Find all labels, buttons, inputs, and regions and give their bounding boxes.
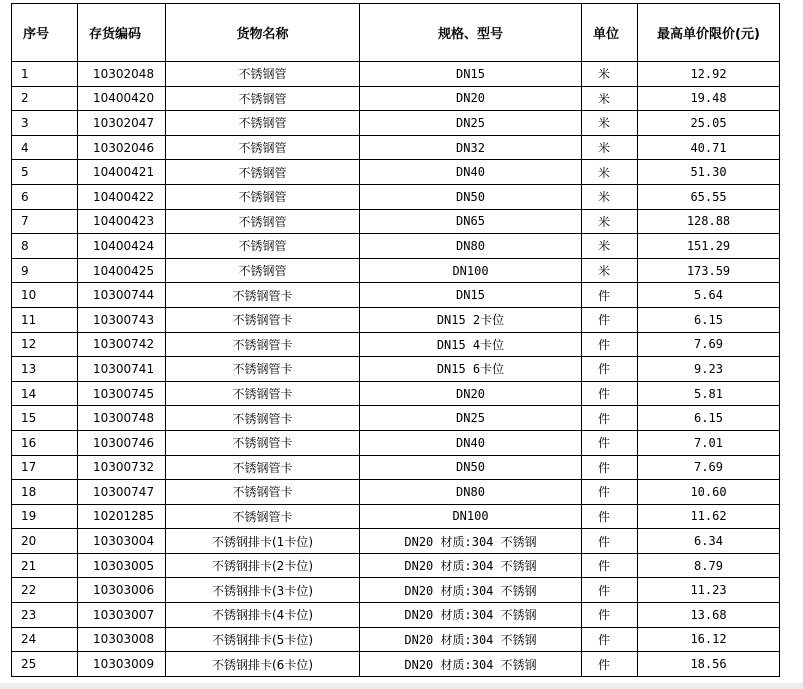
cell-name: 不锈钢管 bbox=[166, 135, 360, 160]
cell-unit: 件 bbox=[582, 381, 638, 406]
cell-spec: DN50 bbox=[360, 455, 582, 480]
cell-seq: 21 bbox=[12, 553, 78, 578]
header-unit: 单位 bbox=[582, 4, 638, 62]
cell-price: 7.69 bbox=[638, 332, 780, 357]
table-row bbox=[12, 381, 780, 406]
cell-unit: 米 bbox=[582, 160, 638, 185]
cell-spec: DN20 材质:304 不锈钢 bbox=[360, 627, 582, 652]
table-row bbox=[12, 283, 780, 308]
cell-unit: 件 bbox=[582, 553, 638, 578]
bottom-scroll-strip bbox=[0, 683, 803, 689]
cell-code: 10300743 bbox=[78, 307, 166, 332]
table-row bbox=[12, 406, 780, 431]
cell-seq: 24 bbox=[12, 627, 78, 652]
cell-unit: 米 bbox=[582, 135, 638, 160]
cell-name: 不锈钢管卡 bbox=[166, 332, 360, 357]
cell-seq: 6 bbox=[12, 184, 78, 209]
cell-seq: 25 bbox=[12, 652, 78, 677]
table-row bbox=[12, 480, 780, 505]
cell-unit: 件 bbox=[582, 603, 638, 628]
cell-seq: 11 bbox=[12, 307, 78, 332]
cell-spec: DN15 6卡位 bbox=[360, 357, 582, 382]
cell-seq: 23 bbox=[12, 603, 78, 628]
cell-code: 10302046 bbox=[78, 135, 166, 160]
cell-seq: 18 bbox=[12, 480, 78, 505]
cell-spec: DN20 材质:304 不锈钢 bbox=[360, 553, 582, 578]
cell-code: 10300748 bbox=[78, 406, 166, 431]
table-row bbox=[12, 135, 780, 160]
cell-code: 10300746 bbox=[78, 430, 166, 455]
cell-unit: 件 bbox=[582, 578, 638, 603]
header-seq: 序号 bbox=[12, 4, 78, 62]
table-row bbox=[12, 307, 780, 332]
cell-spec: DN100 bbox=[360, 258, 582, 283]
cell-name: 不锈钢管卡 bbox=[166, 307, 360, 332]
cell-spec: DN50 bbox=[360, 184, 582, 209]
cell-seq: 8 bbox=[12, 234, 78, 259]
cell-code: 10303004 bbox=[78, 529, 166, 554]
table-row bbox=[12, 160, 780, 185]
cell-code: 10400422 bbox=[78, 184, 166, 209]
cell-name: 不锈钢管 bbox=[166, 62, 360, 87]
cell-code: 10303005 bbox=[78, 553, 166, 578]
cell-name: 不锈钢排卡(4卡位) bbox=[166, 603, 360, 628]
cell-unit: 件 bbox=[582, 283, 638, 308]
cell-name: 不锈钢管卡 bbox=[166, 430, 360, 455]
cell-seq: 13 bbox=[12, 357, 78, 382]
cell-spec: DN65 bbox=[360, 209, 582, 234]
cell-name: 不锈钢管 bbox=[166, 111, 360, 136]
cell-unit: 件 bbox=[582, 480, 638, 505]
cell-name: 不锈钢管卡 bbox=[166, 504, 360, 529]
cell-code: 10303007 bbox=[78, 603, 166, 628]
cell-spec: DN20 材质:304 不锈钢 bbox=[360, 652, 582, 677]
cell-unit: 件 bbox=[582, 504, 638, 529]
cell-seq: 17 bbox=[12, 455, 78, 480]
cell-name: 不锈钢管 bbox=[166, 160, 360, 185]
cell-unit: 件 bbox=[582, 627, 638, 652]
header-name: 货物名称 bbox=[166, 4, 360, 62]
cell-seq: 15 bbox=[12, 406, 78, 431]
table-row bbox=[12, 111, 780, 136]
cell-name: 不锈钢管 bbox=[166, 184, 360, 209]
cell-seq: 1 bbox=[12, 62, 78, 87]
cell-price: 5.81 bbox=[638, 381, 780, 406]
cell-unit: 件 bbox=[582, 332, 638, 357]
cell-seq: 12 bbox=[12, 332, 78, 357]
cell-spec: DN25 bbox=[360, 406, 582, 431]
cell-price: 7.01 bbox=[638, 430, 780, 455]
cell-name: 不锈钢排卡(5卡位) bbox=[166, 627, 360, 652]
cell-spec: DN40 bbox=[360, 430, 582, 455]
cell-seq: 5 bbox=[12, 160, 78, 185]
cell-name: 不锈钢管卡 bbox=[166, 283, 360, 308]
cell-unit: 件 bbox=[582, 430, 638, 455]
table-header-row bbox=[12, 4, 780, 62]
cell-unit: 米 bbox=[582, 209, 638, 234]
cell-price: 13.68 bbox=[638, 603, 780, 628]
cell-price: 12.92 bbox=[638, 62, 780, 87]
table-row bbox=[12, 504, 780, 529]
cell-name: 不锈钢排卡(1卡位) bbox=[166, 529, 360, 554]
cell-price: 51.30 bbox=[638, 160, 780, 185]
cell-seq: 9 bbox=[12, 258, 78, 283]
cell-name: 不锈钢排卡(6卡位) bbox=[166, 652, 360, 677]
cell-unit: 件 bbox=[582, 529, 638, 554]
cell-code: 10300745 bbox=[78, 381, 166, 406]
table-row bbox=[12, 258, 780, 283]
cell-spec: DN40 bbox=[360, 160, 582, 185]
cell-price: 5.64 bbox=[638, 283, 780, 308]
cell-price: 8.79 bbox=[638, 553, 780, 578]
cell-price: 25.05 bbox=[638, 111, 780, 136]
cell-code: 10300742 bbox=[78, 332, 166, 357]
cell-code: 10303006 bbox=[78, 578, 166, 603]
table-row bbox=[12, 603, 780, 628]
cell-spec: DN80 bbox=[360, 234, 582, 259]
cell-seq: 7 bbox=[12, 209, 78, 234]
cell-price: 10.60 bbox=[638, 480, 780, 505]
cell-code: 10400425 bbox=[78, 258, 166, 283]
table-row bbox=[12, 209, 780, 234]
cell-spec: DN80 bbox=[360, 480, 582, 505]
cell-code: 10302048 bbox=[78, 62, 166, 87]
cell-name: 不锈钢管 bbox=[166, 234, 360, 259]
cell-code: 10201285 bbox=[78, 504, 166, 529]
cell-name: 不锈钢管卡 bbox=[166, 357, 360, 382]
cell-spec: DN20 bbox=[360, 86, 582, 111]
cell-name: 不锈钢排卡(3卡位) bbox=[166, 578, 360, 603]
table-row bbox=[12, 578, 780, 603]
cell-seq: 14 bbox=[12, 381, 78, 406]
cell-unit: 件 bbox=[582, 406, 638, 431]
cell-price: 11.23 bbox=[638, 578, 780, 603]
cell-unit: 米 bbox=[582, 111, 638, 136]
cell-price: 151.29 bbox=[638, 234, 780, 259]
cell-unit: 米 bbox=[582, 184, 638, 209]
cell-price: 6.15 bbox=[638, 307, 780, 332]
cell-price: 65.55 bbox=[638, 184, 780, 209]
cell-price: 18.56 bbox=[638, 652, 780, 677]
cell-price: 173.59 bbox=[638, 258, 780, 283]
cell-name: 不锈钢管卡 bbox=[166, 480, 360, 505]
cell-name: 不锈钢管 bbox=[166, 258, 360, 283]
header-price: 最高单价限价(元) bbox=[638, 4, 780, 62]
cell-seq: 4 bbox=[12, 135, 78, 160]
cell-code: 10300744 bbox=[78, 283, 166, 308]
table-row bbox=[12, 357, 780, 382]
cell-unit: 米 bbox=[582, 86, 638, 111]
cell-code: 10400423 bbox=[78, 209, 166, 234]
cell-price: 128.88 bbox=[638, 209, 780, 234]
cell-name: 不锈钢管卡 bbox=[166, 406, 360, 431]
cell-unit: 米 bbox=[582, 234, 638, 259]
cell-seq: 2 bbox=[12, 86, 78, 111]
cell-seq: 19 bbox=[12, 504, 78, 529]
cell-seq: 10 bbox=[12, 283, 78, 308]
table-row bbox=[12, 86, 780, 111]
table-row bbox=[12, 455, 780, 480]
table-row bbox=[12, 553, 780, 578]
cell-name: 不锈钢管 bbox=[166, 86, 360, 111]
table-row bbox=[12, 652, 780, 677]
cell-spec: DN20 材质:304 不锈钢 bbox=[360, 578, 582, 603]
table-row bbox=[12, 332, 780, 357]
cell-unit: 件 bbox=[582, 357, 638, 382]
table-row bbox=[12, 430, 780, 455]
cell-code: 10303009 bbox=[78, 652, 166, 677]
header-code: 存货编码 bbox=[78, 4, 166, 62]
table-body bbox=[12, 62, 780, 677]
cell-code: 10400424 bbox=[78, 234, 166, 259]
cell-code: 10400421 bbox=[78, 160, 166, 185]
table-row bbox=[12, 184, 780, 209]
cell-spec: DN20 bbox=[360, 381, 582, 406]
cell-spec: DN32 bbox=[360, 135, 582, 160]
cell-price: 6.34 bbox=[638, 529, 780, 554]
table-row bbox=[12, 627, 780, 652]
cell-price: 19.48 bbox=[638, 86, 780, 111]
cell-spec: DN20 材质:304 不锈钢 bbox=[360, 603, 582, 628]
cell-price: 9.23 bbox=[638, 357, 780, 382]
cell-price: 40.71 bbox=[638, 135, 780, 160]
cell-seq: 3 bbox=[12, 111, 78, 136]
cell-price: 6.15 bbox=[638, 406, 780, 431]
cell-spec: DN25 bbox=[360, 111, 582, 136]
price-limit-table bbox=[11, 3, 780, 677]
cell-unit: 件 bbox=[582, 307, 638, 332]
cell-unit: 件 bbox=[582, 455, 638, 480]
cell-price: 16.12 bbox=[638, 627, 780, 652]
table-row bbox=[12, 62, 780, 87]
cell-spec: DN15 bbox=[360, 283, 582, 308]
cell-code: 10303008 bbox=[78, 627, 166, 652]
cell-spec: DN15 4卡位 bbox=[360, 332, 582, 357]
cell-seq: 22 bbox=[12, 578, 78, 603]
cell-name: 不锈钢管 bbox=[166, 209, 360, 234]
cell-code: 10300732 bbox=[78, 455, 166, 480]
header-spec: 规格、型号 bbox=[360, 4, 582, 62]
cell-code: 10400420 bbox=[78, 86, 166, 111]
cell-code: 10302047 bbox=[78, 111, 166, 136]
cell-name: 不锈钢排卡(2卡位) bbox=[166, 553, 360, 578]
cell-code: 10300741 bbox=[78, 357, 166, 382]
table-row bbox=[12, 529, 780, 554]
cell-price: 7.69 bbox=[638, 455, 780, 480]
cell-unit: 米 bbox=[582, 62, 638, 87]
table-row bbox=[12, 234, 780, 259]
cell-name: 不锈钢管卡 bbox=[166, 381, 360, 406]
cell-spec: DN15 bbox=[360, 62, 582, 87]
cell-code: 10300747 bbox=[78, 480, 166, 505]
cell-seq: 20 bbox=[12, 529, 78, 554]
cell-unit: 米 bbox=[582, 258, 638, 283]
cell-price: 11.62 bbox=[638, 504, 780, 529]
cell-spec: DN15 2卡位 bbox=[360, 307, 582, 332]
cell-spec: DN100 bbox=[360, 504, 582, 529]
cell-spec: DN20 材质:304 不锈钢 bbox=[360, 529, 582, 554]
cell-unit: 件 bbox=[582, 652, 638, 677]
cell-seq: 16 bbox=[12, 430, 78, 455]
cell-name: 不锈钢管卡 bbox=[166, 455, 360, 480]
